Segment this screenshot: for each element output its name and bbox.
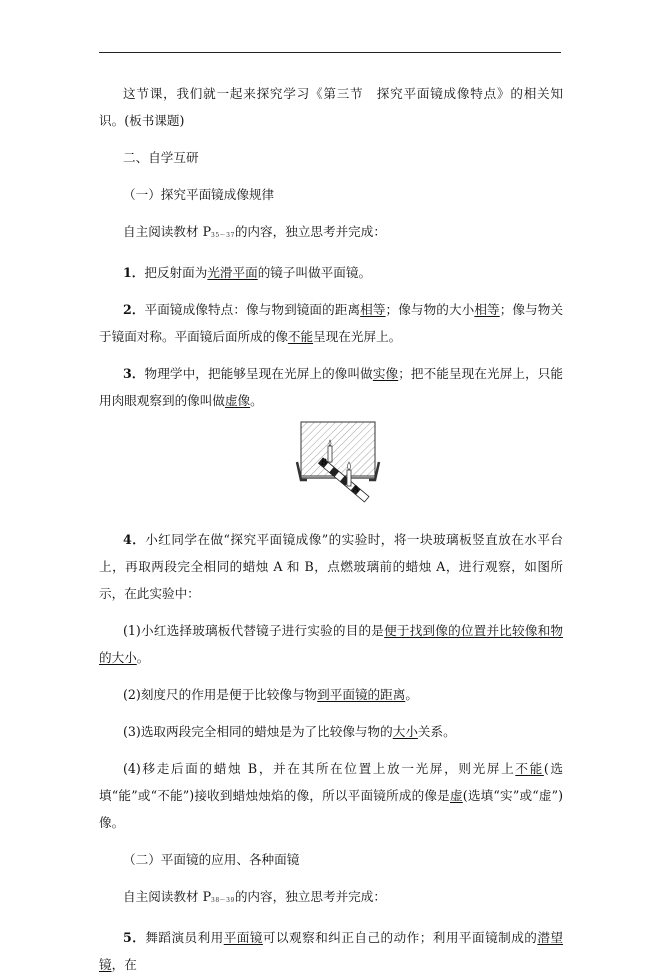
question-text: 把反射面为 [144, 265, 208, 280]
question-number: 2． [123, 302, 145, 317]
question-text: ；把不能呈现在光屏上，只能用肉眼观察到的像叫做 [99, 366, 564, 408]
question-text: 物理学中，把能够呈现在光屏上的像叫做 [144, 366, 373, 381]
reading-pages: 35～37 [211, 232, 235, 239]
intro-text: 这节课，我们就一起来探究学习《第三节 探究平面镜成像特点》的相关知识。(板书课题) [99, 86, 563, 128]
question-text: 的镜子叫做平面镜。 [257, 265, 372, 280]
question-text: (1)小红选择玻璃板代替镜子进行实验的目的是 [123, 623, 385, 638]
answer-underlined: 平面镜 [223, 930, 263, 945]
label-b: B [321, 457, 327, 467]
answer-underlined: 不能 [515, 761, 544, 776]
question-5 [99, 924, 563, 978]
question-4-sub-3 [99, 718, 563, 745]
reading-pre: 自主阅读教材 P [123, 224, 212, 239]
reading-pages: 38～39 [211, 897, 235, 904]
question-number: 5． [123, 930, 146, 945]
question-text: 。 [136, 650, 150, 665]
question-text: 呈现在光屏上。 [313, 329, 402, 344]
question-text: (4)移走后面的蜡烛 B，并在其所在位置上放一光屏，则光屏上 [123, 761, 516, 776]
question-text: 小红同学在做“探究平面镜成像”的实验时，将一块玻璃板竖直放在水平台上，再取两段完全相同的蜡烛 A 和 B，点燃玻璃前的蜡烛 A，进行观察，如图所示，在此实验中： [99, 532, 563, 601]
question-4-sub-4 [99, 755, 563, 836]
question-2 [99, 296, 563, 350]
question-4-sub-1 [99, 617, 563, 671]
candle-b [328, 446, 332, 462]
part2-reading-instruction [99, 883, 563, 914]
header-rule [99, 52, 561, 53]
experiment-figure [99, 416, 563, 514]
reading-post: 的内容，独立思考并完成： [234, 889, 386, 904]
question-text: 可以观察和纠正自己的动作；利用平面镜制成的 [262, 930, 538, 945]
plane-mirror-experiment-illustration [295, 420, 381, 506]
answer-underlined: 实像 [372, 366, 399, 381]
answer-underlined: 相等 [474, 302, 500, 317]
part2-heading [99, 846, 563, 873]
answer-underlined: 相等 [360, 302, 386, 317]
question-1 [99, 259, 563, 286]
question-number: 1． [123, 265, 145, 280]
question-text: ；像与物的大小 [385, 302, 475, 317]
section-heading-text: 二、自学互研 [123, 150, 199, 165]
question-text: ，在 [111, 957, 137, 972]
question-text: ；像与物关于镜面对称。平面镜后面所成的像 [99, 302, 564, 344]
answer-underlined: 虚 [449, 788, 463, 803]
section-heading [99, 144, 563, 171]
question-text: 。 [405, 687, 418, 702]
document-body [99, 80, 563, 978]
part1-reading-instruction [99, 218, 563, 249]
question-text: (3)选取两段完全相同的蜡烛是为了比较像与物的 [123, 724, 393, 739]
question-text: 舞蹈演员利用 [145, 930, 224, 945]
question-text: 平面镜成像特点：像与物到镜面的距离 [144, 302, 361, 317]
intro-paragraph [99, 80, 563, 134]
question-number: 3． [123, 366, 145, 381]
answer-underlined: 大小 [392, 724, 418, 739]
question-number: 4． [123, 532, 146, 547]
candle-a [347, 470, 351, 486]
label-a: A [353, 484, 359, 494]
question-text: (2)刻度尺的作用是便于比较像与物 [123, 687, 318, 702]
answer-underlined: 光滑平面 [207, 265, 258, 280]
question-text: 关系。 [417, 724, 456, 739]
part1-heading [99, 181, 563, 208]
reading-pre: 自主阅读教材 P [123, 889, 212, 904]
answer-underlined: 便于找到像的位置并比较像和物的大小 [99, 623, 564, 665]
question-3 [99, 360, 563, 414]
question-text: (选填“实”或“虚”)像。 [99, 788, 564, 830]
candle-b-flame [329, 440, 331, 446]
question-4-stem [99, 526, 563, 607]
answer-underlined: 不能 [287, 329, 314, 344]
part2-heading-text: （二）平面镜的应用、各种面镜 [123, 852, 300, 867]
answer-underlined: 潜望镜 [99, 930, 564, 972]
glass-plate [301, 422, 375, 476]
question-text: (选填“能”或“不能”)接收到蜡烛烛焰的像，所以平面镜所成的像是 [99, 761, 563, 803]
part1-heading-text: （一）探究平面镜成像规律 [123, 187, 275, 202]
answer-underlined: 到平面镜的距离 [317, 687, 406, 702]
question-text: 。 [250, 393, 263, 408]
question-4-sub-2 [99, 681, 563, 708]
answer-underlined: 虚像 [224, 393, 251, 408]
reading-post: 的内容，独立思考并完成： [234, 224, 386, 239]
